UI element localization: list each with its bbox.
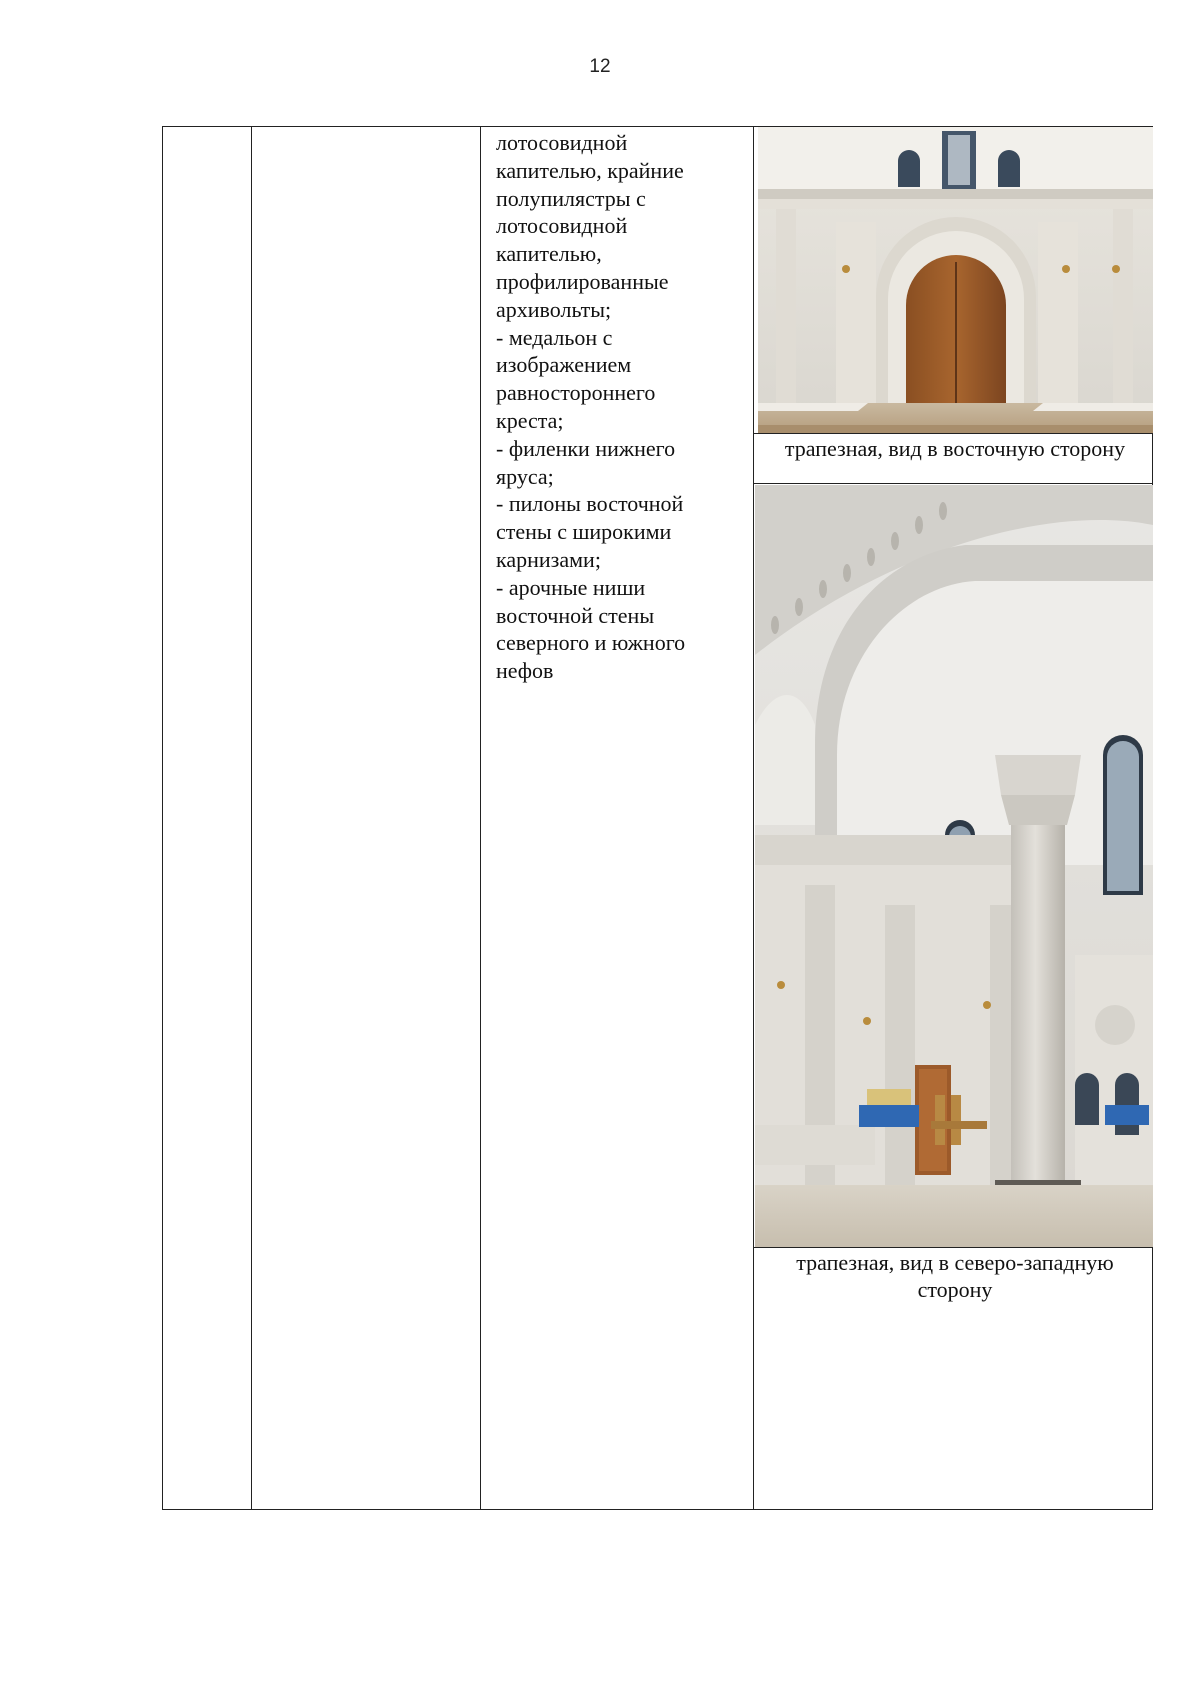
description-line: - филенки нижнего [496, 435, 676, 461]
description-line: стены с широкими [496, 519, 672, 545]
description-line: изображением [496, 352, 632, 378]
photo-divider [753, 483, 1153, 484]
photo-refectory-northwest-image [755, 485, 1153, 1247]
description-line: равностороннего [496, 380, 656, 406]
description-line: северного и южного [496, 630, 686, 656]
document-table [162, 126, 1153, 1510]
description-line: профилированные [496, 268, 669, 294]
photo-refectory-east [758, 127, 1153, 433]
column-divider [251, 127, 252, 1509]
description-line: - пилоны восточной [496, 491, 684, 517]
page-number: 12 [589, 56, 611, 77]
photo-refectory-east-image [758, 127, 1153, 433]
column-divider [480, 127, 481, 1509]
description-line: восточной стены [496, 602, 655, 628]
photo-divider [753, 1247, 1153, 1248]
description-line: лотосовидной [496, 213, 628, 239]
photo-caption: трапезная, вид в восточную сторону [784, 436, 1126, 461]
photo-refectory-northwest [755, 485, 1153, 1247]
description-text [496, 129, 716, 685]
description-line: - арочные ниши [496, 574, 646, 600]
description-line: креста; [496, 407, 564, 433]
photo-caption-line: сторону [917, 1277, 993, 1302]
description-line: нефов [496, 658, 554, 684]
description-line: - медальон с [496, 324, 613, 350]
column-divider [753, 127, 754, 1509]
photo-caption-line: трапезная, вид в северо-западную [796, 1250, 1114, 1275]
description-line: карнизами; [496, 546, 601, 572]
description-line: полупилястры с [496, 185, 646, 211]
photo-caption [757, 1249, 1153, 1303]
photo-divider [753, 433, 1153, 434]
description-line: архивольты; [496, 296, 612, 322]
description-line: капителью, крайние [496, 157, 684, 183]
description-line: капителью, [496, 241, 602, 267]
description-line: яруса; [496, 463, 554, 489]
description-line: лотосовидной [496, 130, 628, 155]
